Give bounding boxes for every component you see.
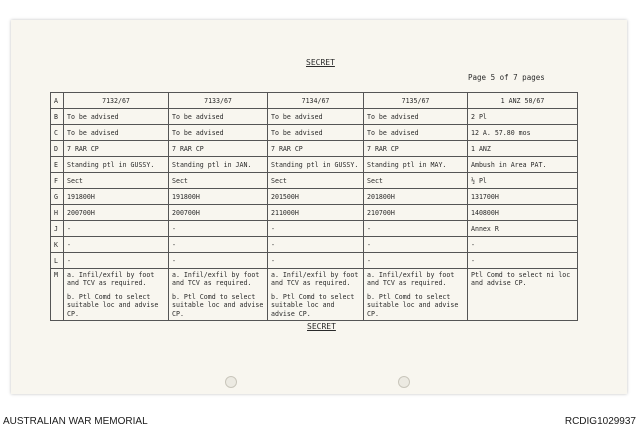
header-cell: 7134/67 bbox=[268, 93, 364, 109]
table-cell: To be advised bbox=[169, 125, 268, 141]
table-cell: Sect bbox=[169, 173, 268, 189]
table-cell: - bbox=[364, 253, 468, 269]
table-cell: - bbox=[268, 253, 364, 269]
table-cell: 140800H bbox=[468, 205, 578, 221]
table-cell: 2 Pl bbox=[468, 109, 578, 125]
remarks-cell bbox=[169, 269, 268, 321]
table-row bbox=[51, 205, 578, 221]
remarks-cell bbox=[364, 269, 468, 321]
table-cell: - bbox=[64, 253, 169, 269]
remark-b: b. Ptl Comd to select suitable loc and advise CP. bbox=[172, 292, 264, 318]
table-cell: To be advised bbox=[268, 109, 364, 125]
table-row bbox=[51, 173, 578, 189]
row-key: J bbox=[51, 221, 64, 237]
row-key: A bbox=[51, 93, 64, 109]
table-cell: - bbox=[364, 237, 468, 253]
table-row bbox=[51, 189, 578, 205]
table-cell: - bbox=[169, 237, 268, 253]
remark-a: a. Infil/exfil by foot and TCV as required. bbox=[67, 271, 155, 288]
table-cell: 191800H bbox=[169, 189, 268, 205]
table-cell: - bbox=[268, 221, 364, 237]
row-key: K bbox=[51, 237, 64, 253]
table-cell: - bbox=[169, 253, 268, 269]
table-cell: 12 A. 57.80 mos bbox=[468, 125, 578, 141]
remark-a: a. Infil/exfil by foot and TCV as required. bbox=[172, 271, 260, 288]
page-number: Page 5 of 7 pages bbox=[468, 73, 545, 82]
table-cell: - bbox=[468, 237, 578, 253]
row-key: D bbox=[51, 141, 64, 157]
table-cell: Ambush in Area PAT. bbox=[468, 157, 578, 173]
row-key: E bbox=[51, 157, 64, 173]
row-key: G bbox=[51, 189, 64, 205]
table-cell: 7 RAR CP bbox=[64, 141, 169, 157]
header-cell: 7132/67 bbox=[64, 93, 169, 109]
table-cell: 7 RAR CP bbox=[268, 141, 364, 157]
table-cell: Standing ptl in JAN. bbox=[169, 157, 268, 173]
remark-last: Ptl Comd to select ni loc and advise CP. bbox=[471, 271, 571, 288]
remarks-cell bbox=[268, 269, 364, 321]
header-cell: 7135/67 bbox=[364, 93, 468, 109]
remark-b: b. Ptl Comd to select suitable loc and advise CP. bbox=[271, 292, 355, 318]
table-cell: 7 RAR CP bbox=[169, 141, 268, 157]
row-key: H bbox=[51, 205, 64, 221]
table-cell: 201500H bbox=[268, 189, 364, 205]
table-cell: 7 RAR CP bbox=[364, 141, 468, 157]
classification-header: SECRET bbox=[306, 58, 335, 67]
table-row bbox=[51, 125, 578, 141]
remark-a: a. Infil/exfil by foot and TCV as required. bbox=[271, 271, 359, 288]
archive-id: RCDIG1029937 bbox=[564, 416, 636, 427]
table-cell: ½ Pl bbox=[468, 173, 578, 189]
table-cell: - bbox=[64, 221, 169, 237]
table-cell: 200700H bbox=[169, 205, 268, 221]
table-cell: - bbox=[468, 253, 578, 269]
table-cell: - bbox=[364, 221, 468, 237]
remarks-cell bbox=[64, 269, 169, 321]
table-header-row bbox=[51, 93, 578, 109]
table-cell: Sect bbox=[64, 173, 169, 189]
table-cell: To be advised bbox=[364, 109, 468, 125]
table-cell: Annex R bbox=[468, 221, 578, 237]
table-cell: To be advised bbox=[64, 109, 169, 125]
table-cell: 200700H bbox=[64, 205, 169, 221]
table-cell: Sect bbox=[364, 173, 468, 189]
table-cell: 131700H bbox=[468, 189, 578, 205]
table-row bbox=[51, 221, 578, 237]
table-cell: Sect bbox=[268, 173, 364, 189]
row-key: C bbox=[51, 125, 64, 141]
table-row bbox=[51, 157, 578, 173]
archive-credit: AUSTRALIAN WAR MEMORIAL bbox=[3, 416, 148, 427]
table-cell: - bbox=[64, 237, 169, 253]
table-cell: To be advised bbox=[364, 125, 468, 141]
row-key: L bbox=[51, 253, 64, 269]
remark-a: a. Infil/exfil by foot and TCV as required. bbox=[367, 271, 455, 288]
table-cell: Standing ptl in GUSSY. bbox=[268, 157, 364, 173]
header-cell: 1 ANZ 50/67 bbox=[468, 93, 578, 109]
classification-footer: SECRET bbox=[307, 322, 336, 331]
row-key: B bbox=[51, 109, 64, 125]
table-cell: To be advised bbox=[64, 125, 169, 141]
table-cell: To be advised bbox=[169, 109, 268, 125]
table-cell: - bbox=[268, 237, 364, 253]
punch-hole-icon bbox=[398, 376, 410, 388]
table-row bbox=[51, 237, 578, 253]
table-row bbox=[51, 109, 578, 125]
row-key: M bbox=[51, 269, 64, 321]
orders-table bbox=[50, 92, 578, 321]
remark-b: b. Ptl Comd to select suitable loc and advise CP. bbox=[367, 292, 459, 318]
header-cell: 7133/67 bbox=[169, 93, 268, 109]
table-row bbox=[51, 141, 578, 157]
table-row bbox=[51, 253, 578, 269]
table-cell: Standing ptl in GUSSY. bbox=[64, 157, 169, 173]
table-cell: Standing ptl in MAY. bbox=[364, 157, 468, 173]
row-key: F bbox=[51, 173, 64, 189]
table-cell: - bbox=[169, 221, 268, 237]
table-cell: To be advised bbox=[268, 125, 364, 141]
table-cell: 211000H bbox=[268, 205, 364, 221]
remarks-cell bbox=[468, 269, 578, 321]
punch-hole-icon bbox=[225, 376, 237, 388]
table-cell: 201800H bbox=[364, 189, 468, 205]
table-cell: 210700H bbox=[364, 205, 468, 221]
table-row-remarks bbox=[51, 269, 578, 321]
table-cell: 1 ANZ bbox=[468, 141, 578, 157]
remark-b: b. Ptl Comd to select suitable loc and advise CP. bbox=[67, 292, 159, 318]
table-cell: 191800H bbox=[64, 189, 169, 205]
